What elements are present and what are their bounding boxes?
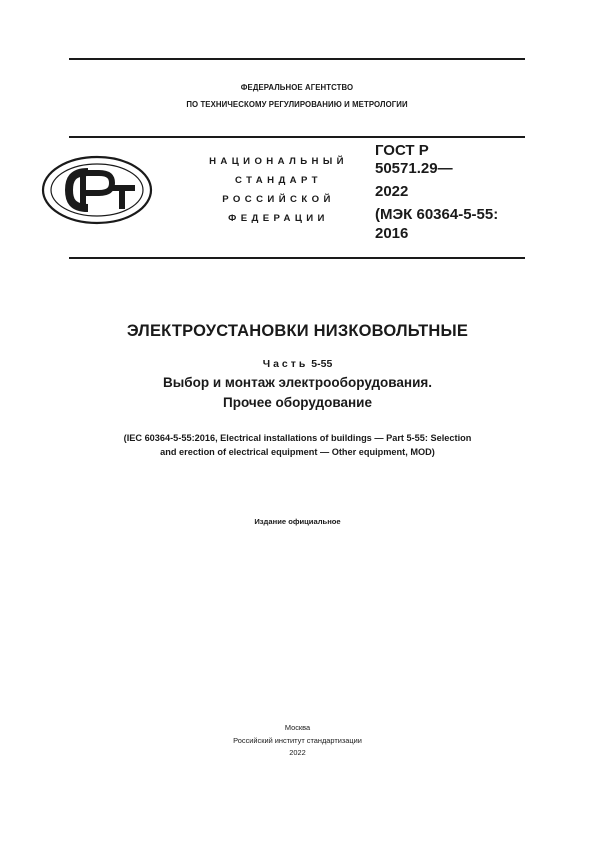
agency-line-2: ПО ТЕХНИЧЕСКОМУ РЕГУЛИРОВАНИЮ И МЕТРОЛОГИИ bbox=[186, 100, 408, 109]
publication-year: 2022 bbox=[289, 748, 306, 757]
middle-divider bbox=[69, 136, 525, 138]
part-heading bbox=[40, 358, 555, 370]
designation-line-3: 2022 bbox=[375, 183, 409, 200]
standard-type-line-3: РОССИЙСКОЙ bbox=[222, 194, 335, 205]
document-title: ЭЛЕКТРОУСТАНОВКИ НИЗКОВОЛЬТНЫЕ bbox=[126, 322, 469, 340]
iec-reference-line-1: (IEC 60364-5-55:2016, Electrical installations of buildings — Part 5-55: Selection bbox=[123, 433, 472, 443]
bottom-divider bbox=[69, 257, 525, 259]
subtitle-line-2: Прочее оборудование bbox=[223, 395, 372, 410]
standard-type-line-4: ФЕДЕРАЦИИ bbox=[228, 213, 329, 224]
designation-line-4: (МЭК 60364-5-55: bbox=[375, 206, 499, 223]
designation-line-5: 2016 bbox=[375, 225, 409, 242]
subtitle-line-1: Выбор и монтаж электрооборудования. bbox=[162, 375, 433, 390]
part-word: Часть bbox=[262, 358, 309, 370]
publication-city: Москва bbox=[284, 723, 311, 732]
part-number: 5-55 bbox=[311, 358, 333, 370]
standard-type-line-1: НАЦИОНАЛЬНЫЙ bbox=[209, 156, 348, 167]
agency-line-1: ФЕДЕРАЛЬНОЕ АГЕНТСТВО bbox=[240, 83, 354, 92]
top-divider bbox=[69, 58, 525, 60]
iec-reference-line-2: and erection of electrical equipment — Other equipment, MOD) bbox=[160, 447, 435, 457]
designation-line-1: ГОСТ Р bbox=[375, 142, 429, 159]
rst-logo-icon bbox=[41, 155, 153, 225]
publisher-name: Российский институт стандартизации bbox=[233, 736, 362, 745]
standard-type-line-2: СТАНДАРТ bbox=[235, 175, 322, 186]
edition-label: Издание официальное bbox=[254, 517, 341, 526]
designation-line-2: 50571.29— bbox=[375, 160, 453, 177]
